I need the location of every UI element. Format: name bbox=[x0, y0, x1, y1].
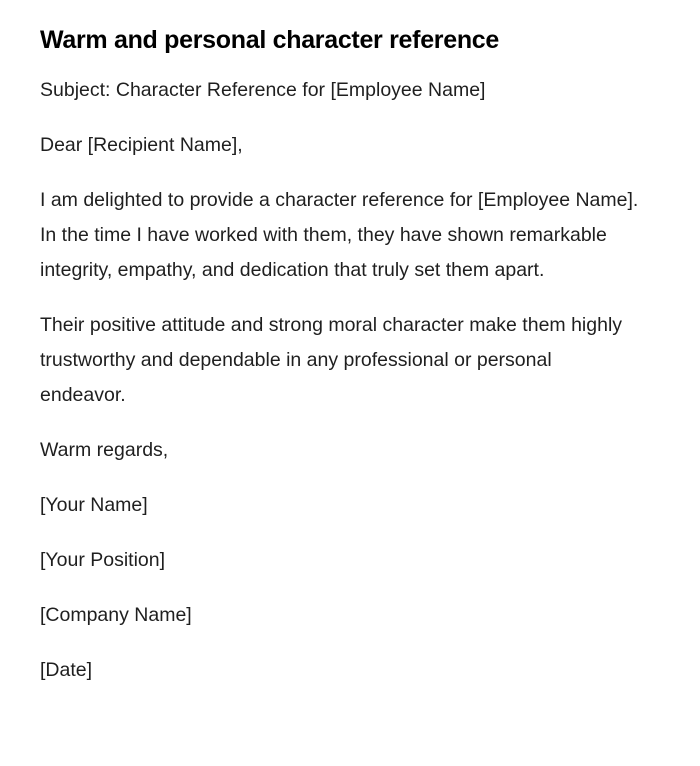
signature-name: [Your Name] bbox=[40, 494, 148, 516]
body-paragraph-2: Their positive attitude and strong moral character make them highly trustworthy and dependable in any professional or personal endeavor. bbox=[40, 314, 623, 406]
signature-company: [Company Name] bbox=[40, 604, 192, 626]
closing: Warm regards, bbox=[40, 439, 169, 461]
signature-position: [Your Position] bbox=[40, 549, 166, 571]
body-paragraph-1: I am delighted to provide a character reference for [Employee Name]. In the time I have worked with them, they have shown remarkable integrity, empathy, and dedication that truly set them apart. bbox=[40, 189, 639, 281]
document-title: Warm and personal character reference bbox=[40, 26, 500, 54]
salutation: Dear [Recipient Name], bbox=[40, 134, 243, 156]
signature-date: [Date] bbox=[40, 659, 93, 681]
subject-line: Subject: Character Reference for [Employee Name] bbox=[40, 79, 486, 101]
